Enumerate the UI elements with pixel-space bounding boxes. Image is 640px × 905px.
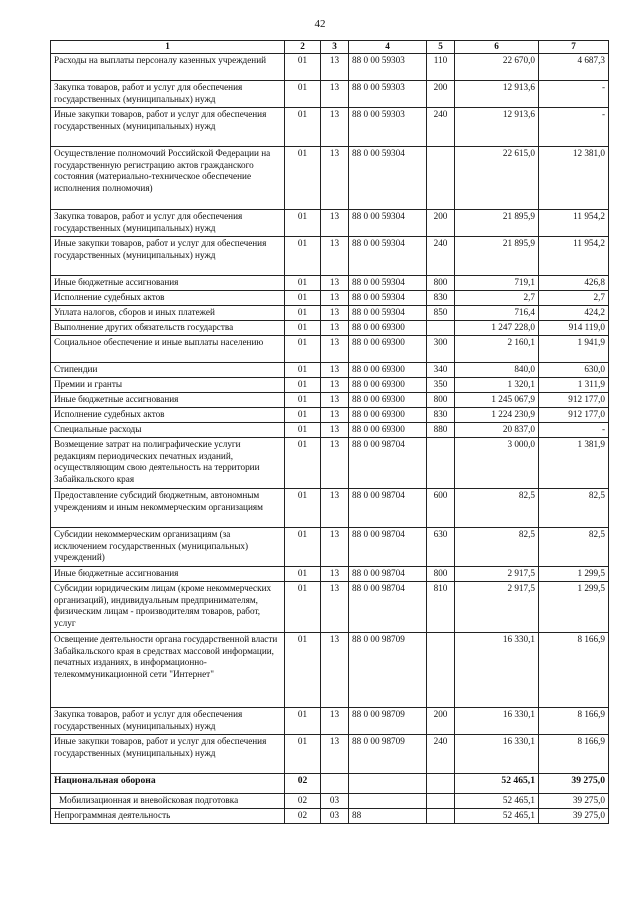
cell-subsection: 13	[321, 54, 349, 81]
cell-subsection: 03	[321, 809, 349, 824]
page-number: 42	[314, 18, 326, 30]
table-row	[51, 54, 609, 81]
cell-amount-executed: 82,5	[539, 489, 609, 528]
cell-target-code: 88 0 00 98704	[349, 489, 427, 528]
cell-amount-approved: 2 917,5	[455, 567, 539, 582]
cell-subsection: 13	[321, 306, 349, 321]
cell-name: Исполнение судебных актов	[51, 408, 285, 423]
cell-amount-approved: 52 465,1	[455, 794, 539, 809]
cell-name: Социальное обеспечение и иные выплаты населению	[51, 336, 285, 363]
cell-section: 01	[285, 408, 321, 423]
cell-name: Субсидии юридическим лицам (кроме некоммерческих организаций), индивидуальным предпринимателям, физическим лицам - производителям товаров, работ, услуг	[51, 582, 285, 633]
budget-table	[50, 40, 609, 824]
cell-section: 01	[285, 291, 321, 306]
table-row	[51, 633, 609, 708]
cell-amount-approved: 1 320,1	[455, 378, 539, 393]
cell-amount-approved: 2 917,5	[455, 582, 539, 633]
cell-target-code: 88 0 00 59303	[349, 108, 427, 147]
cell-section: 01	[285, 489, 321, 528]
cell-expense-type: 340	[427, 363, 455, 378]
cell-amount-executed: 12 381,0	[539, 147, 609, 210]
table-row	[51, 378, 609, 393]
table-row	[51, 708, 609, 735]
cell-expense-type: 350	[427, 378, 455, 393]
cell-target-code: 88 0 00 59303	[349, 81, 427, 108]
cell-subsection: 13	[321, 210, 349, 237]
table-row	[51, 489, 609, 528]
table-row	[51, 147, 609, 210]
cell-amount-executed: 1 299,5	[539, 582, 609, 633]
cell-expense-type: 110	[427, 54, 455, 81]
cell-subsection: 13	[321, 336, 349, 363]
cell-section: 01	[285, 378, 321, 393]
cell-subsection: 13	[321, 363, 349, 378]
cell-subsection: 13	[321, 108, 349, 147]
cell-amount-approved: 12 913,6	[455, 81, 539, 108]
cell-name: Мобилизационная и вневойсковая подготовка	[51, 794, 285, 809]
cell-expense-type: 240	[427, 735, 455, 774]
cell-amount-approved: 12 913,6	[455, 108, 539, 147]
cell-target-code: 88 0 00 98704	[349, 438, 427, 489]
cell-amount-approved: 1 245 067,9	[455, 393, 539, 408]
cell-subsection: 13	[321, 276, 349, 291]
cell-name: Возмещение затрат на полиграфические услуги редакциям периодических печатных изданий, осуществляющим свою деятельность на территории Забайкальского края	[51, 438, 285, 489]
cell-amount-executed: 1 941,9	[539, 336, 609, 363]
cell-section: 01	[285, 528, 321, 567]
cell-subsection: 13	[321, 633, 349, 708]
cell-amount-executed: 2,7	[539, 291, 609, 306]
cell-expense-type: 800	[427, 393, 455, 408]
cell-section: 01	[285, 210, 321, 237]
table-row	[51, 408, 609, 423]
cell-expense-type: 200	[427, 210, 455, 237]
cell-subsection: 13	[321, 378, 349, 393]
table-row	[51, 321, 609, 336]
cell-expense-type	[427, 809, 455, 824]
table-row	[51, 582, 609, 633]
cell-section: 01	[285, 735, 321, 774]
cell-amount-approved: 719,1	[455, 276, 539, 291]
cell-name: Иные бюджетные ассигнования	[51, 393, 285, 408]
cell-expense-type	[427, 147, 455, 210]
cell-amount-executed: 11 954,2	[539, 210, 609, 237]
header-col-3: 3	[321, 41, 349, 54]
table-row	[51, 774, 609, 794]
cell-target-code: 88 0 00 98709	[349, 735, 427, 774]
cell-expense-type	[427, 438, 455, 489]
cell-section: 02	[285, 774, 321, 794]
cell-amount-executed: 912 177,0	[539, 393, 609, 408]
cell-subsection: 13	[321, 423, 349, 438]
table-body	[51, 54, 609, 824]
cell-expense-type: 830	[427, 408, 455, 423]
cell-name: Предоставление субсидий бюджетным, автономным учреждениям и иным некоммерческим организациям	[51, 489, 285, 528]
cell-amount-approved: 2 160,1	[455, 336, 539, 363]
cell-amount-executed: -	[539, 423, 609, 438]
cell-name: Исполнение судебных актов	[51, 291, 285, 306]
cell-amount-approved: 22 670,0	[455, 54, 539, 81]
cell-name: Национальная оборона	[51, 774, 285, 794]
cell-section: 01	[285, 336, 321, 363]
table-row	[51, 291, 609, 306]
cell-amount-approved: 2,7	[455, 291, 539, 306]
cell-expense-type: 630	[427, 528, 455, 567]
table-row	[51, 567, 609, 582]
cell-expense-type: 600	[427, 489, 455, 528]
cell-target-code: 88 0 00 69300	[349, 363, 427, 378]
cell-target-code	[349, 794, 427, 809]
cell-amount-approved: 16 330,1	[455, 633, 539, 708]
cell-name: Специальные расходы	[51, 423, 285, 438]
cell-amount-executed: 914 119,0	[539, 321, 609, 336]
cell-section: 01	[285, 708, 321, 735]
cell-target-code: 88 0 00 59304	[349, 147, 427, 210]
cell-subsection: 13	[321, 321, 349, 336]
cell-target-code: 88 0 00 98709	[349, 633, 427, 708]
cell-section: 01	[285, 567, 321, 582]
cell-target-code: 88 0 00 59304	[349, 291, 427, 306]
table-row	[51, 210, 609, 237]
cell-name: Стипендии	[51, 363, 285, 378]
cell-section: 01	[285, 363, 321, 378]
cell-section: 01	[285, 423, 321, 438]
cell-subsection: 03	[321, 794, 349, 809]
cell-name: Иные бюджетные ассигнования	[51, 276, 285, 291]
cell-amount-approved: 21 895,9	[455, 210, 539, 237]
cell-target-code: 88 0 00 69300	[349, 378, 427, 393]
cell-amount-approved: 20 837,0	[455, 423, 539, 438]
cell-name: Расходы на выплаты персоналу казенных учреждений	[51, 54, 285, 81]
cell-section: 01	[285, 108, 321, 147]
cell-amount-executed: 8 166,9	[539, 633, 609, 708]
cell-subsection: 13	[321, 81, 349, 108]
cell-target-code: 88 0 00 98704	[349, 528, 427, 567]
cell-target-code: 88 0 00 59304	[349, 276, 427, 291]
cell-subsection: 13	[321, 708, 349, 735]
cell-name: Непрограммная деятельность	[51, 809, 285, 824]
cell-name: Премии и гранты	[51, 378, 285, 393]
cell-expense-type: 800	[427, 567, 455, 582]
table-row	[51, 438, 609, 489]
cell-section: 01	[285, 633, 321, 708]
cell-amount-approved: 1 224 230,9	[455, 408, 539, 423]
cell-expense-type: 200	[427, 708, 455, 735]
cell-name: Осуществление полномочий Российской Федерации на государственную регистрацию актов гражданского состояния (материально-техническое обеспечение исполнения полномочия)	[51, 147, 285, 210]
cell-name: Закупка товаров, работ и услуг для обеспечения государственных (муниципальных) нужд	[51, 210, 285, 237]
cell-amount-approved: 840,0	[455, 363, 539, 378]
cell-expense-type	[427, 774, 455, 794]
cell-target-code: 88 0 00 69300	[349, 321, 427, 336]
cell-section: 01	[285, 306, 321, 321]
cell-target-code: 88 0 00 69300	[349, 336, 427, 363]
header-col-2: 2	[285, 41, 321, 54]
cell-expense-type: 200	[427, 81, 455, 108]
header-col-7: 7	[539, 41, 609, 54]
cell-expense-type: 300	[427, 336, 455, 363]
cell-name: Уплата налогов, сборов и иных платежей	[51, 306, 285, 321]
cell-expense-type	[427, 633, 455, 708]
cell-amount-executed: 11 954,2	[539, 237, 609, 276]
cell-target-code: 88 0 00 59303	[349, 54, 427, 81]
cell-section: 01	[285, 321, 321, 336]
cell-amount-approved: 3 000,0	[455, 438, 539, 489]
cell-section: 01	[285, 54, 321, 81]
table-row	[51, 423, 609, 438]
cell-amount-approved: 16 330,1	[455, 708, 539, 735]
table-row	[51, 306, 609, 321]
cell-amount-executed: -	[539, 108, 609, 147]
cell-amount-approved: 21 895,9	[455, 237, 539, 276]
cell-expense-type	[427, 794, 455, 809]
cell-amount-executed: 39 275,0	[539, 809, 609, 824]
cell-amount-executed: 39 275,0	[539, 794, 609, 809]
cell-amount-executed: 1 299,5	[539, 567, 609, 582]
header-row	[51, 41, 609, 54]
cell-amount-executed: 424,2	[539, 306, 609, 321]
table-row	[51, 393, 609, 408]
cell-amount-executed: 8 166,9	[539, 708, 609, 735]
cell-section: 01	[285, 393, 321, 408]
cell-name: Иные бюджетные ассигнования	[51, 567, 285, 582]
cell-amount-executed: 912 177,0	[539, 408, 609, 423]
cell-target-code: 88 0 00 69300	[349, 408, 427, 423]
cell-amount-approved: 22 615,0	[455, 147, 539, 210]
table-row	[51, 794, 609, 809]
cell-amount-executed: 1 381,9	[539, 438, 609, 489]
cell-subsection: 13	[321, 438, 349, 489]
cell-target-code: 88 0 00 69300	[349, 393, 427, 408]
cell-name: Закупка товаров, работ и услуг для обеспечения государственных (муниципальных) нужд	[51, 81, 285, 108]
cell-section: 01	[285, 147, 321, 210]
cell-section: 01	[285, 237, 321, 276]
cell-target-code: 88 0 00 69300	[349, 423, 427, 438]
cell-target-code: 88 0 00 59304	[349, 237, 427, 276]
cell-amount-approved: 82,5	[455, 489, 539, 528]
cell-section: 01	[285, 81, 321, 108]
cell-name: Освещение деятельности органа государственной власти Забайкальского края в средствах массовой информации, печатных изданиях, в информационно-телекоммуникационной сети "Интернет"	[51, 633, 285, 708]
cell-expense-type: 880	[427, 423, 455, 438]
cell-section: 02	[285, 809, 321, 824]
cell-target-code: 88 0 00 98704	[349, 582, 427, 633]
header-col-4: 4	[349, 41, 427, 54]
cell-name: Закупка товаров, работ и услуг для обеспечения государственных (муниципальных) нужд	[51, 708, 285, 735]
cell-subsection: 13	[321, 528, 349, 567]
cell-subsection: 13	[321, 393, 349, 408]
cell-section: 02	[285, 794, 321, 809]
cell-subsection: 13	[321, 735, 349, 774]
cell-target-code	[349, 774, 427, 794]
table-row	[51, 108, 609, 147]
header-col-5: 5	[427, 41, 455, 54]
header-col-1: 1	[51, 41, 285, 54]
cell-expense-type: 850	[427, 306, 455, 321]
cell-expense-type: 240	[427, 237, 455, 276]
cell-target-code: 88 0 00 59304	[349, 210, 427, 237]
table-row	[51, 81, 609, 108]
table-row	[51, 336, 609, 363]
cell-target-code: 88 0 00 98709	[349, 708, 427, 735]
cell-expense-type: 240	[427, 108, 455, 147]
cell-name: Иные закупки товаров, работ и услуг для обеспечения государственных (муниципальных) нужд	[51, 108, 285, 147]
cell-section: 01	[285, 582, 321, 633]
cell-name: Иные закупки товаров, работ и услуг для обеспечения государственных (муниципальных) нужд	[51, 735, 285, 774]
cell-amount-approved: 82,5	[455, 528, 539, 567]
cell-amount-executed: 1 311,9	[539, 378, 609, 393]
cell-amount-executed: 426,8	[539, 276, 609, 291]
cell-subsection: 13	[321, 567, 349, 582]
cell-amount-approved: 52 465,1	[455, 774, 539, 794]
cell-subsection: 13	[321, 408, 349, 423]
cell-expense-type: 800	[427, 276, 455, 291]
table-row	[51, 276, 609, 291]
cell-expense-type	[427, 321, 455, 336]
table-row	[51, 528, 609, 567]
cell-subsection: 13	[321, 291, 349, 306]
cell-amount-executed: 630,0	[539, 363, 609, 378]
table-row	[51, 809, 609, 824]
cell-amount-executed: -	[539, 81, 609, 108]
cell-amount-approved: 716,4	[455, 306, 539, 321]
cell-amount-approved: 52 465,1	[455, 809, 539, 824]
header-col-6: 6	[455, 41, 539, 54]
cell-section: 01	[285, 438, 321, 489]
table-row	[51, 735, 609, 774]
cell-subsection: 13	[321, 237, 349, 276]
cell-target-code: 88 0 00 98704	[349, 567, 427, 582]
cell-target-code: 88	[349, 809, 427, 824]
cell-expense-type: 810	[427, 582, 455, 633]
cell-amount-executed: 82,5	[539, 528, 609, 567]
cell-subsection: 13	[321, 147, 349, 210]
cell-section: 01	[285, 276, 321, 291]
cell-subsection: 13	[321, 489, 349, 528]
cell-amount-executed: 4 687,3	[539, 54, 609, 81]
cell-name: Выполнение других обязательств государства	[51, 321, 285, 336]
cell-amount-executed: 8 166,9	[539, 735, 609, 774]
cell-amount-approved: 1 247 228,0	[455, 321, 539, 336]
cell-amount-executed: 39 275,0	[539, 774, 609, 794]
cell-amount-approved: 16 330,1	[455, 735, 539, 774]
table-row	[51, 237, 609, 276]
cell-subsection: 13	[321, 582, 349, 633]
cell-name: Иные закупки товаров, работ и услуг для обеспечения государственных (муниципальных) нужд	[51, 237, 285, 276]
cell-name: Субсидии некоммерческим организациям (за исключением государственных (муниципальных) учреждений)	[51, 528, 285, 567]
cell-subsection	[321, 774, 349, 794]
cell-target-code: 88 0 00 59304	[349, 306, 427, 321]
cell-expense-type: 830	[427, 291, 455, 306]
table-row	[51, 363, 609, 378]
